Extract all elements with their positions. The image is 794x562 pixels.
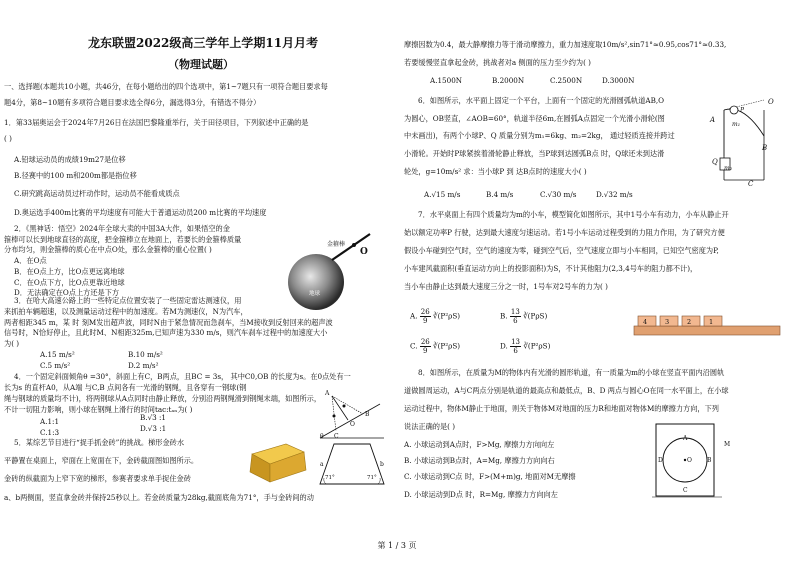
label-p: P [740,107,745,114]
question-7: 假设小车碰到空气时，空气的速度为零，碰到空气后，空气速度立即与小车相同，已知空气密度为P, [404,246,719,255]
option: B．在O点上方，比O点更远离地球 [14,267,125,276]
option: A.1500N [430,76,463,85]
label-b: B [762,144,768,152]
option: C．在O点下方，比O点更靠近地球 [14,278,125,287]
point-o-label: O [360,247,368,257]
option: C.1:3 [40,428,60,437]
question-4: 长为s 的直杆A0，从A端 与C,B 点间各有一光滑的钢绳，且各穿有一钢球(钢 [4,383,247,392]
option: D.3000N [602,76,635,85]
rod-midpoint [352,243,356,247]
fraction [420,308,431,325]
question-7: 当小车由静止达到最大速度三分之一时，1号车对2号车的力为( ) [404,282,608,291]
label-theta: θ [320,433,324,440]
question-3: 3．在哈大高速公路上的一些特定点位置安装了一些固定雷达测速仪，用 [14,296,242,305]
fraction [510,338,521,355]
option-letter: A. [410,311,418,321]
ball-p [730,106,738,114]
question-3: 两者相距345 m，某 时 刻M发出超声波，同时N由于紧急情况而急刹车，当M接收到反射回来的超声波 [4,318,333,327]
exam-title: 龙东联盟2022级高三学年上学期11月月考 [88,36,319,50]
question-6: 6．如图所示，水平面上固定一个平台，上面有一个固定的光滑圆弧轨道AB,O [418,96,665,105]
center-o [684,459,686,461]
incline-figure [318,392,386,442]
question-5: 平静置在桌面上，窄面在上宽面在下，金砖截面图如图所示。 [4,456,199,465]
question-1: ( ) [4,134,12,143]
option: B.2000N [492,76,525,85]
question-2: 2．《黑神话：悟空》2024年全球大卖的中国3A大作，如果悟空的金 [14,224,230,233]
fraction [420,338,431,355]
question-3: 为( ) [4,339,20,348]
label-a: A [710,116,716,124]
question-6: 中未画出)，有两个小球P、Q 质量分别为m₁=6kg、m₂=2kg， 通过轻质连接并跨过 [404,131,675,140]
option: C.研究跳高运动员过杆动作时，运动员不能看成质点 [14,189,180,198]
label-c: C [334,433,339,440]
question-5: 金砖的纵截面为上窄下宽的梯形，参赛者要求单手捉住金砖 [4,474,191,483]
option: C.5 m/s² [40,361,71,370]
option: D.奥运选手400m比赛的平均速度有可能大于普通运动员200 m比赛的平均速度 [14,208,267,217]
label-a: A [683,435,688,442]
question-7: 始以额定功率P 行驶，达到最大速度匀速运动。若1号小车运动过程受到的力阻力作用，为了研究方便 [404,228,725,237]
angle-arc [378,478,380,484]
side-a-label: a [320,461,324,468]
option: D. 小球运动到D点 时，R=Mg, 摩擦力方向向左 [404,490,558,499]
option: D．无法确定在O点上方还是下方 [14,288,120,297]
option-b [500,308,547,325]
numerator: 26 [420,308,430,316]
section-intro: 题4分，第8~10题有多项符合题目要求选全得6分，漏选得3分，有错选不得分） [4,98,261,107]
question-6: 小滑轮。开始时P球紧挨着滑轮静止释放，当P球到达圆弧B点 时，Q球还未到达滑 [404,149,665,158]
question-8: 运动过程中，物体M静止于地面，则关于物体M对地面的压力R和地面对物体M的摩擦力方向，下列 [404,404,719,413]
label-o: O [350,421,355,428]
question-5-cont: 摩擦因数为0.4，最大静摩擦力等于滑动摩擦力，重力加速度取10m/s²,sin71°≈0.95,cos71°≈0.33, [404,40,727,49]
question-5: a、b两侧面，竖直拿金砖并保持25秒以上。若金砖质量为28kg,截面底角为71°，手与金砖间的动 [4,493,314,502]
page-footer: 第 1 / 3 页 [377,541,417,550]
exam-subtitle: （物理试题） [168,58,234,71]
option: C.2500N [550,76,583,85]
radical: ∛(P²ρS) [433,311,461,321]
question-3: 信号时，N恰好停止，且此时M、N相距325m,已知声速为330 m/s，则汽车刹车过程中的加速度大小 [4,328,328,337]
label-c: C [683,487,688,494]
cars-figure [632,312,782,336]
radical: ∛(P²ρS) [433,341,461,351]
car-number: 3 [665,318,670,326]
option: D.2 m/s² [128,361,159,370]
option: A.√15 m/s [424,190,461,199]
label-b: B [707,457,712,464]
option: C.√30 m/s [540,190,577,199]
question-6: 轮处，g=10m/s² 求：当小球P 到 达B点时的速度大小( ) [404,167,587,176]
denominator: 6 [513,347,518,355]
label-m: M [724,441,731,448]
question-4: 4．一个固定斜面倾角θ =30°，斜面上有C，B两点，且BC = 3s， 其中C0,OB 的长度为s。在0点处有一 [14,372,351,381]
option: D.√3 :1 [140,424,167,433]
question-3: 来抓拍车辆超速，以及测量运动过程中的加速度。若M为测速仪，N为汽车， [4,307,248,316]
rod-label: 金箍棒 [327,241,346,248]
option: A.15 m/s² [40,350,75,359]
label-m2: m₂ [724,165,733,172]
numerator: 13 [511,338,521,346]
question-7: 7．水平桌面上有四个质量均为m的小车，模型简化如图所示，其中1号小车有动力，小车从静止开 [418,210,729,219]
angle-label: 71° [325,475,335,481]
option-letter: C. [410,341,418,351]
option: B.10 m/s² [128,350,163,359]
question-4: 不计一切阻力影响，则小球在钢绳上滑行的时间tac:tₐₙ为( ) [4,405,193,414]
label-c: C [748,180,754,188]
table-surface [634,326,780,335]
label-a: A [325,390,330,397]
option: A. 小球运动到A点时，F>Mg, 摩擦力方向向左 [404,440,555,449]
option: B. 小球运动到B点时，A=Mg, 摩擦力方向向右 [404,456,555,465]
earth-globe [288,254,344,310]
option-a [410,308,460,325]
angle-label: 71° [367,475,377,481]
option: A.铅球运动员的成绩19m27是位移 [14,155,126,164]
car-number: 1 [709,318,714,326]
option-letter: B. [500,311,508,321]
option: B.径赛中的100 m和200m都是指位移 [14,171,137,180]
option: B.√3 :1 [140,413,166,422]
denominator: 9 [423,347,428,355]
numerator: 26 [420,338,430,346]
question-6: 为圆心，OB竖直，∠AOB=60°，轨道半径6m,在圆弧A点固定一个光滑小滑轮(图 [404,114,665,123]
label-o: O [687,457,692,464]
section-intro: 一、选择题(本题共10小题，共46分，在每小题给出的四个选项中，第1~7题只有一项符合题目要求每 [4,82,328,91]
option: C. 小球运动到C点 时，F>(M+m)g, 地面对M无摩擦 [404,472,576,481]
option: B.4 m/s [486,190,514,199]
question-4: 绳与钢球的质量均不计)，将两钢球从A点同时由静止释放，分别沿两钢绳滑到钢绳末端，如图所示， [4,394,322,403]
gold-brick-image [246,440,308,488]
option-d [500,338,550,355]
question-5: 5．某综艺节目进行“捉手抓金砖”的挑战。梯形金砖水 [14,438,185,447]
option: A．在O点 [14,256,47,265]
question-8: 8．如图所示，在质量为M的物体内有光滑的圆形轨道，有一质量为m的小球在竖直平面内沿圆轨 [418,368,725,377]
question-8: 说法正确的是( ) [404,422,456,431]
question-2: 分布均匀，则金箍棒的质心在中点O处，那么金箍棒的重心位置( ) [4,245,212,254]
question-8: 道做圆周运动，A与C两点分别是轨道的最高点和最低点，B、D 两点与圆心O在同一水平面上，在小球 [404,386,729,395]
label-m1: m₁ [732,121,741,128]
numerator: 13 [510,308,520,316]
label-d: D [658,457,663,464]
denominator: 9 [423,317,428,325]
question-5-cont: 若要缓慢竖直拿起金砖，挑战者对a 侧面的压力至少约为( ) [404,58,591,67]
car-number: 2 [687,318,692,326]
option-c [410,338,460,355]
car-number: 4 [643,318,648,326]
option: A.1:1 [40,417,60,426]
ball [343,405,346,408]
option: D.√32 m/s [596,190,633,199]
question-7: 小车建风截面积(垂直运动方向上的投影面积)为S，不计其他阻力(2,3,4号车的阻力都不计)， [404,264,698,273]
radical: ∛(PρS) [523,311,548,321]
ball [333,415,336,418]
question-2: 箍棒可以长到地球直径的高度，把金箍棒立在地面上，若要长的金箍棒质量 [4,235,242,244]
earth-label: 地球 [309,291,321,297]
label-b: B [365,411,370,418]
question-1: 1．第33届奥运会于2024年7月26日在法国巴黎隆重举行，关于田径项目，下列叙述中正确的是 [4,118,309,127]
label-o: O [768,98,774,106]
radical: ∛(P²ρS) [523,341,551,351]
label-q: Q [712,158,718,166]
rope-ab [332,396,363,414]
fraction [510,308,521,325]
denominator: 6 [513,317,518,325]
option-letter: D. [500,341,508,351]
side-b-label: b [380,461,384,468]
